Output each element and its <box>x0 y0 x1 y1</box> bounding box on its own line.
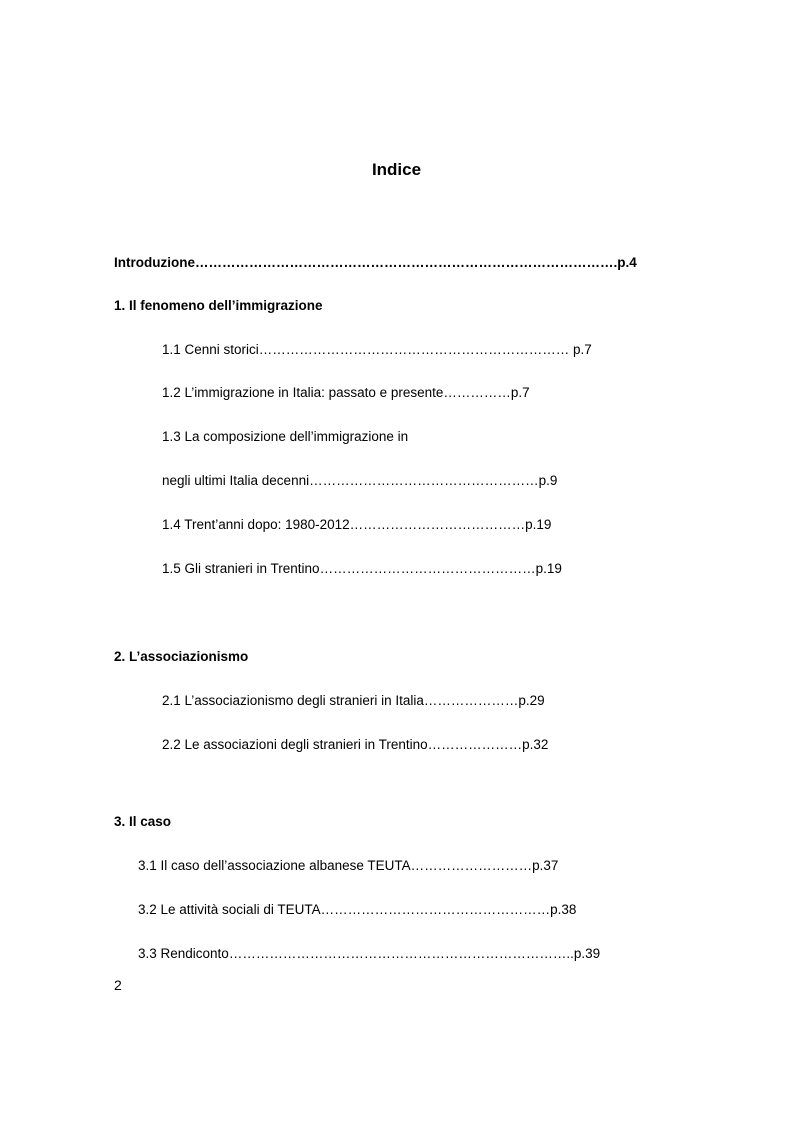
toc-section-2-2: 2.2 Le associazioni degli stranieri in Trentino…………………p.32 <box>162 737 549 752</box>
page-title: Indice <box>371 160 422 179</box>
toc-section-1-3-line2: negli ultimi Italia decenni……………………………………………p.9 <box>162 473 558 488</box>
toc-section-1-1: 1.1 Cenni storici…………………………………………………………… p.7 <box>162 342 592 357</box>
toc-chapter-3: 3. Il caso <box>114 814 172 829</box>
toc-section-3-3: 3.3 Rendiconto…………………………………………………………………..p.39 <box>138 946 601 961</box>
toc-section-2-1: 2.1 L’associazionismo degli stranieri in Italia…………………p.29 <box>162 693 545 708</box>
toc-section-1-5: 1.5 Gli stranieri in Trentino…………………………………………p.19 <box>162 561 562 576</box>
toc-section-3-1: 3.1 Il caso dell’associazione albanese TEUTA………………………p.37 <box>138 858 559 873</box>
toc-section-1-3-line1: 1.3 La composizione dell’immigrazione in <box>162 429 409 444</box>
page-number: 2 <box>114 977 122 993</box>
toc-section-3-2: 3.2 Le attività sociali di TEUTA……………………………………………p.38 <box>138 902 577 917</box>
toc-section-1-2: 1.2 L’immigrazione in Italia: passato e presente……………p.7 <box>162 385 530 400</box>
toc-section-1-4: 1.4 Trent’anni dopo: 1980-2012…………………………………p.19 <box>162 517 552 532</box>
toc-chapter-2: 2. L’associazionismo <box>114 649 249 664</box>
toc-entry-introduzione: Introduzione………………………………………………………………………………….p.4 <box>114 255 637 270</box>
toc-chapter-1: 1. Il fenomeno dell’immigrazione <box>114 298 323 313</box>
